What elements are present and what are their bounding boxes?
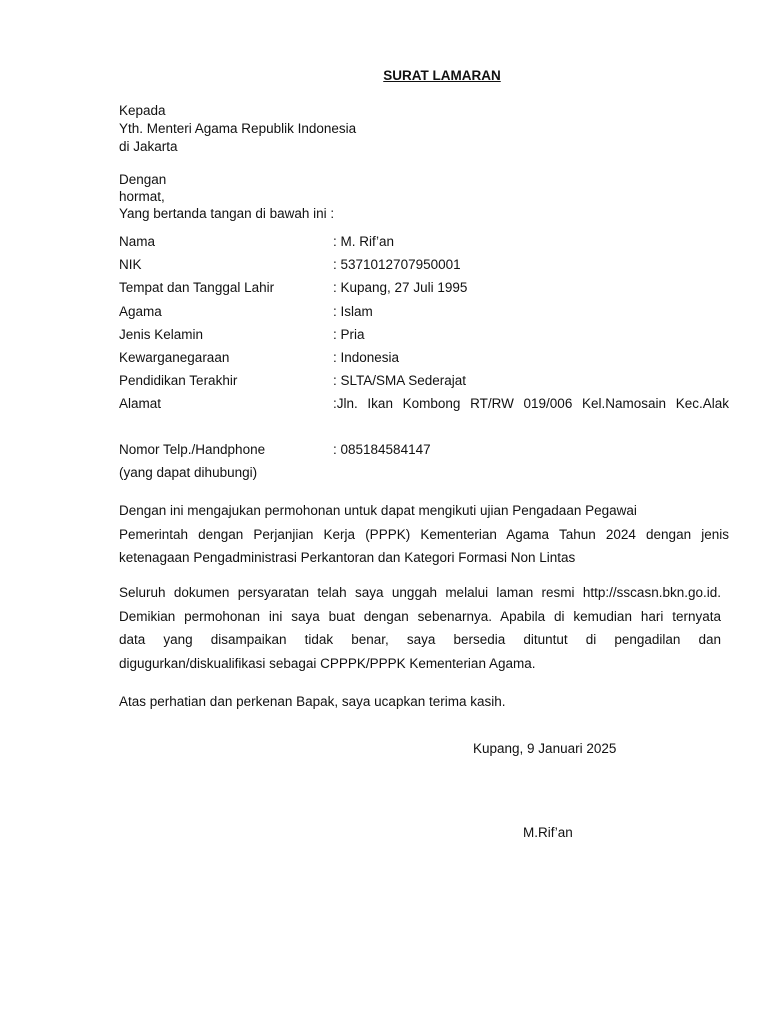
identity-label: Nama bbox=[119, 234, 156, 249]
identity-value: : Kupang, 27 Juli 1995 bbox=[333, 280, 468, 296]
phone-label: Nomor Telp./Handphone bbox=[119, 442, 266, 457]
signature-name: M.Rif’an bbox=[523, 825, 573, 840]
identity-value: :Jln. Ikan Kombong RT/RW 019/006 Kel.Namosain Kec.Alak bbox=[333, 396, 729, 412]
paragraph-line: ketenagaan Pengadministrasi Perkantoran dan Kategori Formasi Non Lintas bbox=[119, 550, 576, 565]
identity-value: : Islam bbox=[333, 303, 373, 319]
identity-label: Alamat bbox=[119, 396, 162, 412]
identity-label: NIK bbox=[119, 257, 142, 273]
identity-label: Pendidikan Terakhir bbox=[119, 373, 238, 389]
greeting-line: Yang bertanda tangan di bawah ini : bbox=[119, 206, 335, 221]
identity-value: : M. Rif’an bbox=[333, 234, 395, 249]
paragraph-line: Dengan ini mengajukan permohonan untuk dapat mengikuti ujian Pengadaan Pegawai bbox=[119, 503, 637, 518]
recipient-line: di Jakarta bbox=[119, 139, 178, 154]
identity-value: : SLTA/SMA Sederajat bbox=[333, 373, 467, 389]
phone-value: : 085184584147 bbox=[333, 442, 431, 457]
identity-label: Agama bbox=[119, 303, 162, 319]
recipient-block bbox=[119, 102, 356, 156]
identity-label: Tempat dan Tanggal Lahir bbox=[119, 280, 275, 296]
greeting-line: Dengan bbox=[119, 172, 167, 187]
recipient-line: Kepada bbox=[119, 103, 166, 118]
identity-value: : 5371012707950001 bbox=[333, 257, 461, 273]
paragraph-line: Pemerintah dengan Perjanjian Kerja (PPPK) Kementerian Agama Tahun 2024 dengan jenis bbox=[119, 526, 729, 542]
identity-value: : Pria bbox=[333, 326, 365, 342]
place-date: Kupang, 9 Januari 2025 bbox=[473, 741, 617, 756]
paragraph-line: digugurkan/diskualifikasi sebagai CPPPK/PPPK Kementerian Agama. bbox=[119, 655, 536, 671]
paragraph-line: Demikian permohonan ini saya buat dengan sebenarnya. Apabila di kemudian hari ternyata bbox=[119, 608, 721, 624]
statement-paragraph bbox=[119, 581, 721, 675]
identity-label: Jenis Kelamin bbox=[119, 326, 204, 342]
identity-label: Kewarganegaraan bbox=[119, 349, 230, 365]
paragraph-line: Atas perhatian dan perkenan Bapak, saya ucapkan terima kasih. bbox=[119, 694, 506, 709]
paragraph-line: Seluruh dokumen persyaratan telah saya unggah melalui laman resmi http://sscasn.bkn.go.id. bbox=[119, 585, 721, 600]
greeting-line: hormat, bbox=[119, 189, 165, 204]
greeting-block bbox=[119, 171, 334, 222]
phone-note: (yang dapat dihubungi) bbox=[119, 465, 258, 480]
paragraph-line: data yang disampaikan tidak benar, saya bersedia dituntut di pengadilan dan bbox=[119, 632, 721, 647]
recipient-line: Yth. Menteri Agama Republik Indonesia bbox=[119, 121, 357, 136]
identity-value: : Indonesia bbox=[333, 349, 400, 365]
application-paragraph bbox=[119, 499, 729, 570]
closing-paragraph bbox=[119, 690, 729, 714]
letter-title: SURAT LAMARAN bbox=[383, 68, 501, 83]
